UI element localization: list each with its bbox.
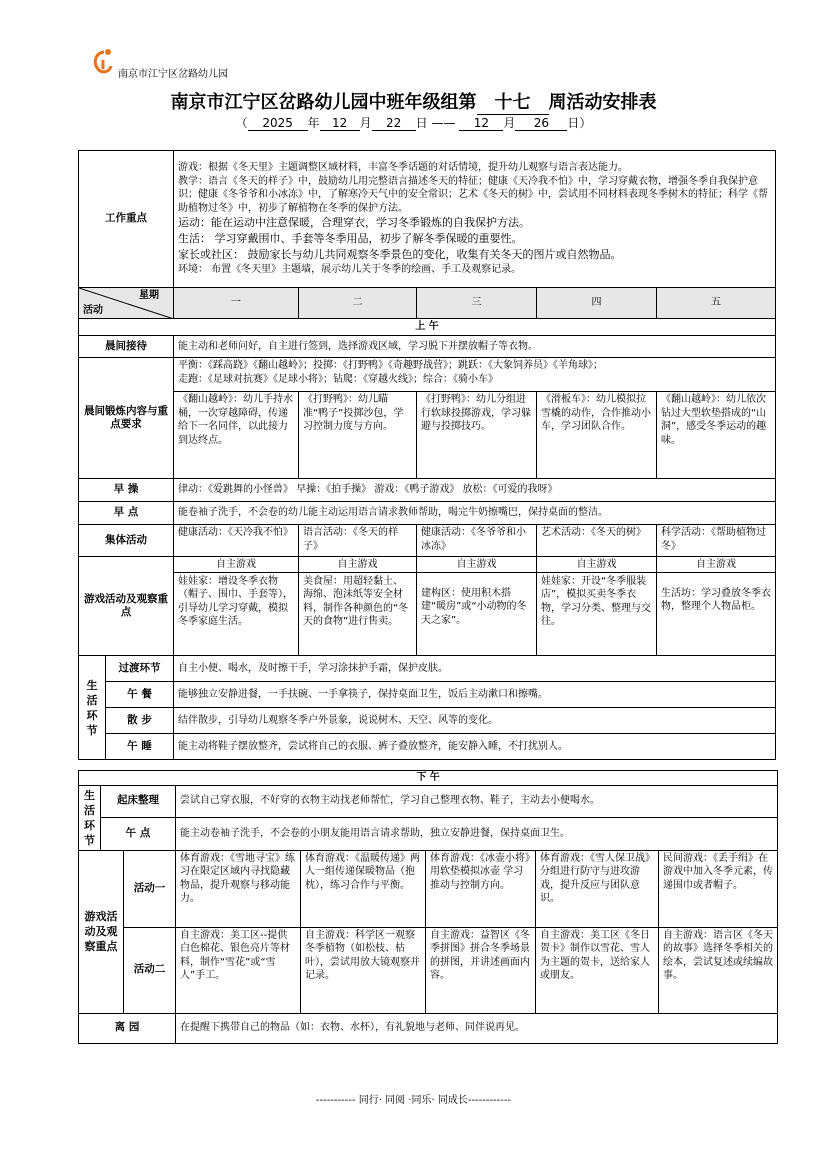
activity1-label: 活动一 — [124, 850, 176, 927]
leave-text: 在提醒下携带自己的物品（如：衣物、水杯），有礼貌地与老师、同伴说再见。 — [176, 1013, 778, 1043]
day-mon: 一 — [174, 288, 299, 319]
exercise-mon: 《翻山越岭》：幼儿手持水桶，一次穿越障碍，传递给下一名同伴，以此接力到达终点。 — [174, 392, 299, 479]
nap-label: 午 睡 — [106, 734, 174, 760]
act2-fri: 自主游戏：语言区《冬天的故事》选择冬季相关的绘本，尝试复述或续编故事。 — [659, 927, 778, 1013]
pm-snack-text: 能主动卷袖子洗手，不会卷的小朋友能用语言请求帮助，独立安静进餐，保持桌面卫生。 — [176, 817, 778, 850]
play-mon: 自主游戏 娃娃家：增设冬季衣物（帽子、围巾、手套等），引导幼儿学习穿戴，模拟冬季家庭生活。 — [174, 557, 299, 656]
date-range: （ 2025 年 12 月 22 日 —— 12 月 26 日） — [235, 116, 592, 130]
snack-label: 早 点 — [79, 502, 174, 525]
focus-environment: 环境： 布置《冬天里》主题墙，展示幼儿关于冬季的绘画、手工及观察记录。 — [178, 264, 522, 276]
exercise-thu: 《滑板车》：幼儿模拟拉雪橇的动作，合作推动小车，学习团队合作。 — [537, 392, 657, 479]
school-name: 南京市江宁区岔路幼儿园 — [118, 69, 228, 80]
act2-tue: 自主游戏：科学区一观察冬季植物（如松枝、枯叶），尝试用放大镜观察并记录。 — [301, 927, 426, 1013]
exercise-tue: 《打野鸭》：幼儿瞄准“鸭子”投掷沙包，学习控制力度与方向。 — [299, 392, 417, 479]
act2-thu: 自主游戏：美工区《冬日贺卡》制作以雪花、雪人为主题的贺卡，送给家人或朋友。 — [536, 927, 659, 1013]
life-pm-label: 生活环节 — [79, 785, 101, 850]
lunch-text: 能够独立安静进餐，一手扶碗、一手拿筷子，保持桌面卫生，饭后主动漱口和擦嘴。 — [174, 682, 776, 708]
act1-fri: 民间游戏：《丢手绢》在游戏中加入冬季元素，传递围巾或者帽子。 — [659, 850, 778, 927]
logo-mark-icon — [92, 47, 116, 77]
group-mon: 健康活动：《天冷我不怕》 — [174, 525, 299, 557]
week-number: 十七 — [477, 88, 549, 115]
exercise-fri: 《翻山越岭》：幼儿依次钻过大型软垫搭成的“山洞”，感受冬季运动的趣味。 — [657, 392, 776, 479]
life-am-label: 生活环节 — [79, 656, 106, 760]
lunch-label: 午 餐 — [106, 682, 174, 708]
act1-tue: 体育游戏：《温暖传递》两人一组传递保暖物品（抱枕），练习合作与平衡。 — [301, 850, 426, 927]
afternoon-header: 下 午 — [79, 771, 778, 786]
focus-sport: 运动：能在运动中注意保暖，合理穿衣，学习冬季锻炼的自我保护方法。 — [178, 216, 530, 230]
arrival-label: 晨间接待 — [79, 336, 174, 358]
morning-header: 上 午 — [79, 319, 776, 336]
group-tue: 语言活动：《冬天的样子》 — [299, 525, 417, 557]
day-thu: 四 — [537, 288, 657, 319]
act2-mon: 自主游戏：美工区--提供白色棉花、银色亮片等材料，制作“雪花”或“雪人”手工。 — [176, 927, 301, 1013]
snack-text: 能卷袖子洗手，不会卷的幼儿能主动运用语言请求教师帮助，喝完牛奶擦嘴巴，保持桌面的整洁。 — [174, 502, 776, 525]
activity2-label: 活动二 — [124, 927, 176, 1013]
wakeup-text: 尝试自己穿衣服，不好穿的衣物主动找老师帮忙，学习自己整理衣物、鞋子，主动去小便喝水。 — [176, 785, 778, 817]
footer-slogan: ----------- 同行· 同阅 ·同乐· 同成长------------ — [315, 1095, 512, 1106]
play-wed: 自主游戏 建构区：使用积木搭建“暖房”或“小动物的冬天之家”。 — [417, 557, 537, 656]
group-activity-label: 集体活动 — [79, 525, 174, 557]
transition-text: 自主小便、喝水，及时擦干手，学习涂抹护手霜，保护皮肤。 — [174, 656, 776, 682]
schedule-table-morning — [78, 150, 776, 760]
morning-exercises-label: 早 操 — [79, 479, 174, 502]
play-tue: 自主游戏 美食屋：用超轻黏土、海绵、泡沫纸等安全材料，制作各种颜色的“冬天的食物”进行售卖。 — [299, 557, 417, 656]
arrival-text: 能主动和老师问好，自主进行签到，选择游戏区域，学习脱下并摆放帽子等衣物。 — [174, 336, 776, 358]
walk-label: 散 步 — [106, 708, 174, 734]
leave-label: 离 园 — [79, 1013, 176, 1043]
focus-teaching: 教学：语言《冬天的样子》中，鼓励幼儿用完整语言描述冬天的特征；健康《天冷我不怕》中，学习穿戴衣物，增强冬季自我保护意识；健康《冬爷爷和小冰冻》中，了解寒冷天气中的安全常识；艺术《冬天的树》中，尝试用不同材料表现冬季树木的特征；科学《帮助植物过冬》中，初步了解植物在冬季的保护方法。 — [178, 175, 768, 214]
act1-mon: 体育游戏：《雪地寻宝》练习在限定区域内寻找隐藏物品，提升观察与移动能力。 — [176, 850, 301, 927]
day-wed: 三 — [417, 288, 537, 319]
walk-text: 结伴散步，引导幼儿观察冬季户外景象，说说树木、天空、风等的变化。 — [174, 708, 776, 734]
act1-thu: 体育游戏：《雪人保卫战》分组进行防守与进攻游戏，提升反应与团队意识。 — [536, 850, 659, 927]
weekday-corner-cell: 星期 活动 — [79, 288, 174, 319]
focus-game: 游戏：根据《冬天里》主题调整区域材料，丰富冬季话题的对话情境，提升幼儿观察与语言表达能力。 — [178, 162, 628, 174]
group-wed: 健康活动：《冬爷爷和小冰冻》 — [417, 525, 537, 557]
day-fri: 五 — [657, 288, 776, 319]
group-fri: 科学活动：《帮助植物过冬》 — [657, 525, 776, 557]
schedule-table-afternoon — [78, 770, 778, 1044]
act2-wed: 自主游戏：益智区《冬季拼图》拼合冬季场景的拼图，并讲述画面内容。 — [426, 927, 536, 1013]
day-tue: 二 — [299, 288, 417, 319]
exercise-wed: 《打野鸭》：幼儿分组进行软球投掷游戏，学习躲避与投掷技巧。 — [417, 392, 537, 479]
play-label: 游戏活动及观察重点 — [79, 557, 174, 656]
pm-snack-label: 午 点 — [101, 817, 176, 850]
transition-label: 过渡环节 — [106, 656, 174, 682]
morning-exercises-text: 律动：《爱跳舞的小怪兽》 早操：《拍手操》 游戏：《鸭子游戏》 放松：《可爱的我呀》 — [174, 479, 776, 502]
exercise-summary: 平衡：《踩高跷》《翻山越岭》；投掷：《打野鸭》《奇趣野战营》；跳跃：《大象饲养员》《羊角球》； 走跑：《足球对抗赛》《足球小将》；钻爬：《穿越火线》；综合：《骑小车》 — [174, 358, 776, 392]
play-thu: 自主游戏 娃娃家：开设“冬季服装店”，模拟买卖冬季衣物，学习分类、整理与交往。 — [537, 557, 657, 656]
nap-text: 能主动将鞋子摆放整齐，尝试将自己的衣服、裤子叠放整齐，能安静入睡，不打扰别人。 — [174, 734, 776, 760]
page-title: 南京市江宁区岔路幼儿园中班年级组第 十七 周活动安排表 — [0, 88, 827, 115]
focus-content — [174, 151, 776, 288]
play-fri: 自主游戏 生活坊：学习叠放冬季衣物，整理个人物品柜。 — [657, 557, 776, 656]
act1-wed: 体育游戏：《冰壶小将》用软垫模拟冰壶 学习推动与控制方向。 — [426, 850, 536, 927]
wakeup-label: 起床整理 — [101, 785, 176, 817]
focus-label: 工作重点 — [79, 151, 174, 288]
focus-family: 家长或社区： 鼓励家长与幼儿共同观察冬季景色的变化，收集有关冬天的图片或自然物品。 — [178, 248, 622, 262]
focus-life: 生活： 学习穿戴围巾、手套等冬季用品，初步了解冬季保暖的重要性。 — [178, 232, 523, 246]
pm-play-label: 游戏活动及观察重点 — [79, 850, 124, 1013]
group-thu: 艺术活动：《冬天的树》 — [537, 525, 657, 557]
exercise-label: 晨间锻炼内容与重点要求 — [79, 358, 174, 479]
